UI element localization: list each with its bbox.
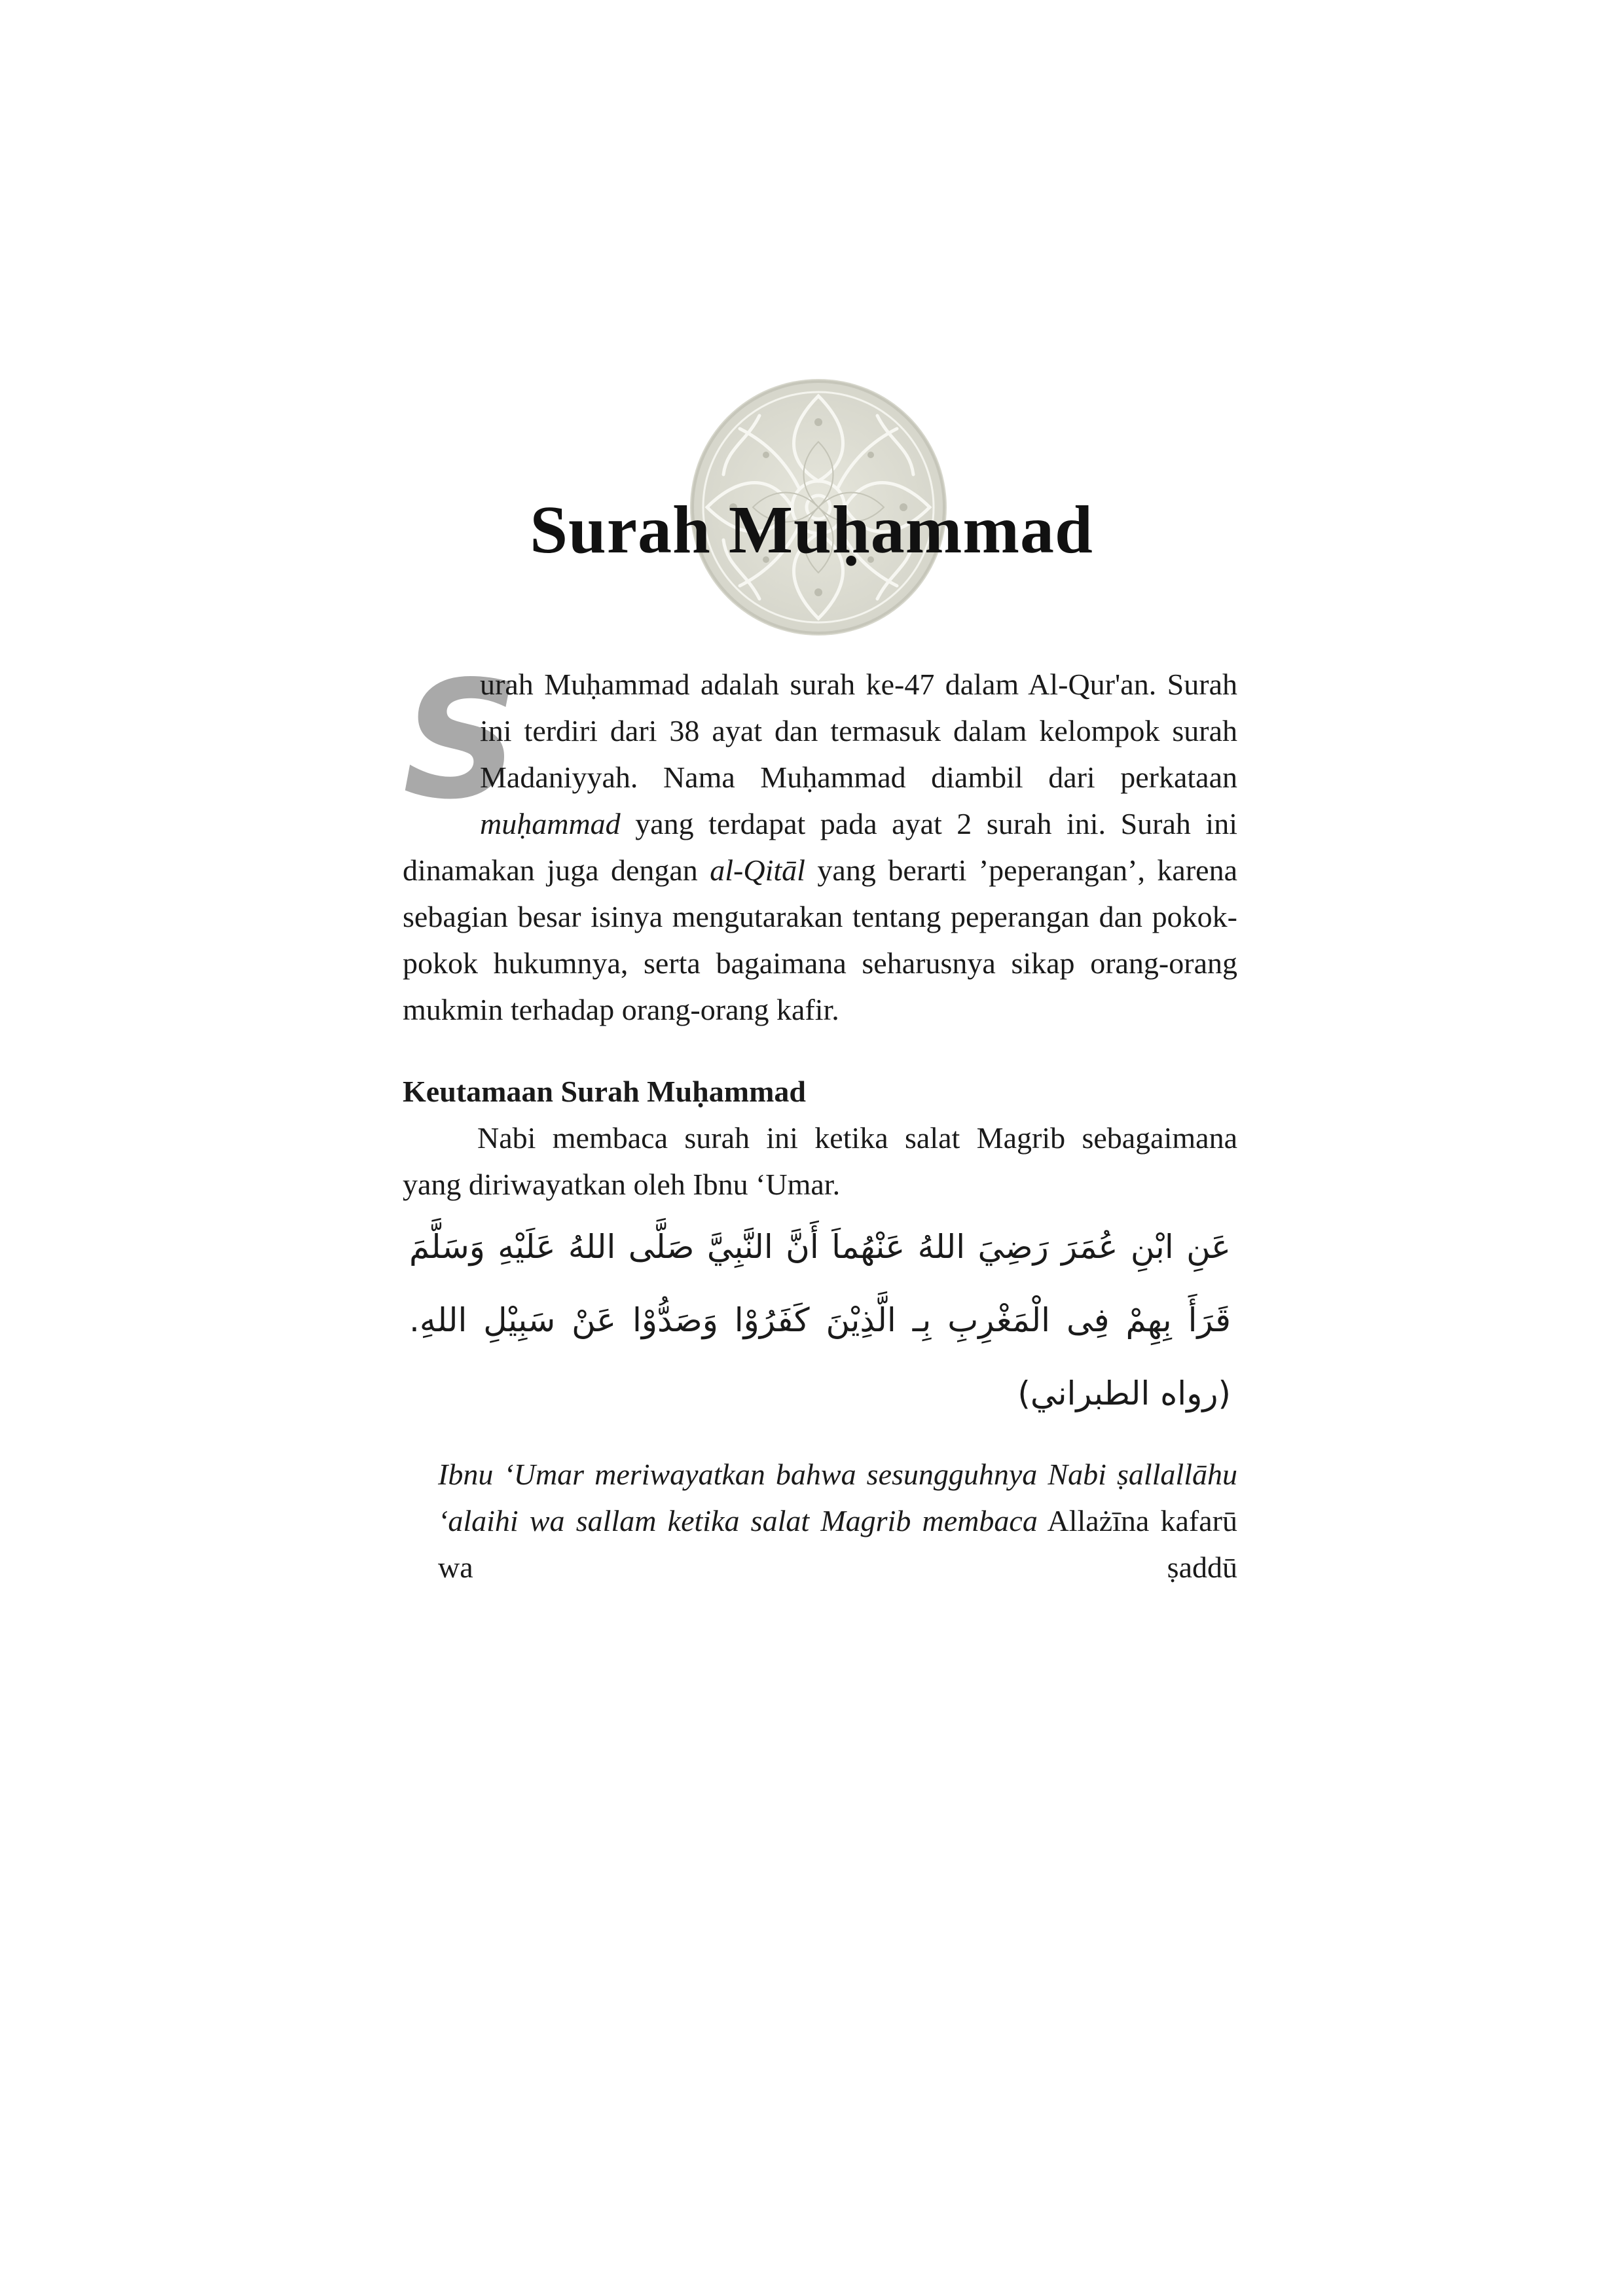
arabic-hadith: عَنِ ابْنِ عُمَرَ رَضِيَ اللهُ عَنْهُماَ أَنَّ النَّبِيَّ صَلَّى اللهُ عَلَيْهِ وَسَلَّمَ قَرَأَ بِهِمْ فِى الْمَغْرِبِ بِـ الَّذِيْنَ كَفَرُوْا وَصَدُّوْا عَنْ سَبِيْلِ اللهِ. (رواه الطبراني) (409, 1228, 1231, 1412)
translation-italic: Ibnu ‘Umar meriwayatkan bahwa sesungguhnya Nabi ṣallallāhu ‘alaihi wa sallam ketika salat Magrib membaca (438, 1458, 1237, 1537)
intro-emphasis-muhammad: muḥammad (480, 807, 621, 840)
intro-text-2: yang terdapat pada ayat 2 surah ini. Surah ini dinamakan juga dengan (403, 807, 1237, 887)
page-title: Surah Muḥammad (530, 492, 1093, 567)
section-heading: Keutamaan Surah Muḥammad (403, 1075, 806, 1108)
hadith-translation (403, 1451, 1237, 1590)
intro-text-1: urah Muḥammad adalah surah ke-47 dalam Al-Qur'an. Surah ini terdiri dari 38 ayat dan termasuk dalam kelompok surah Madaniyyah. Nama Muḥammad diambil dari perkataan (480, 668, 1237, 794)
section-body: Nabi membaca surah ini ketika salat Magrib sebagaimana yang diriwayatkan oleh Ibnu ‘Umar. (403, 1121, 1237, 1201)
intro-text-3: yang berarti ’peperangan’, karena sebagian besar isinya mengutarakan tentang peperangan dan pokok-pokok hukumnya, serta bagaimana seharusnya sikap orang-orang mukmin terhadap orang-orang kafir. (403, 853, 1238, 1026)
intro-paragraph (403, 647, 1238, 1033)
drop-cap: S (403, 647, 520, 835)
intro-emphasis-al-qital: al-Qitāl (710, 853, 805, 887)
main-content (403, 647, 1238, 1590)
translation-plain: Allażīna kafarū wa ṣaddū (438, 1504, 1237, 1584)
